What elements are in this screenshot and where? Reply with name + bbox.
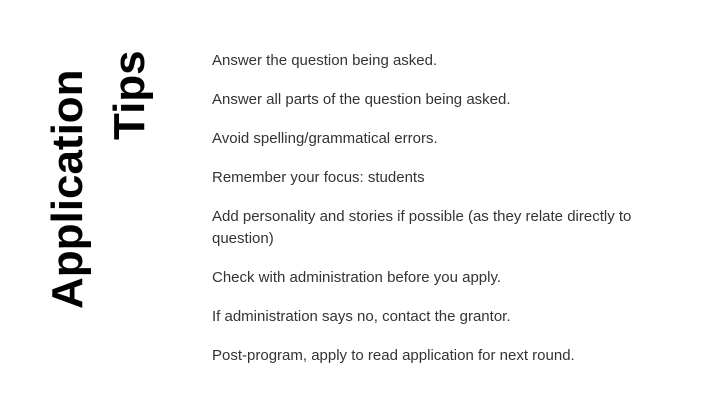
- tip-item: Add personality and stories if possible (as they relate directly to question): [212, 208, 632, 247]
- tip-item: Answer all parts of the question being asked.: [212, 91, 511, 108]
- tip-item: Avoid spelling/grammatical errors.: [212, 130, 438, 147]
- tips-list: [212, 50, 682, 384]
- tip-item: Post-program, apply to read application for next round.: [212, 347, 575, 364]
- tip-item: Answer the question being asked.: [212, 52, 438, 69]
- tip-item: Check with administration before you apply.: [212, 269, 502, 286]
- tip-item: If administration says no, contact the grantor.: [212, 308, 511, 325]
- slide-title: [43, 14, 161, 314]
- tip-item: Remember your focus: students: [212, 169, 425, 186]
- title-line-application: Application: [43, 69, 92, 309]
- title-line-tips: Tips: [105, 50, 154, 140]
